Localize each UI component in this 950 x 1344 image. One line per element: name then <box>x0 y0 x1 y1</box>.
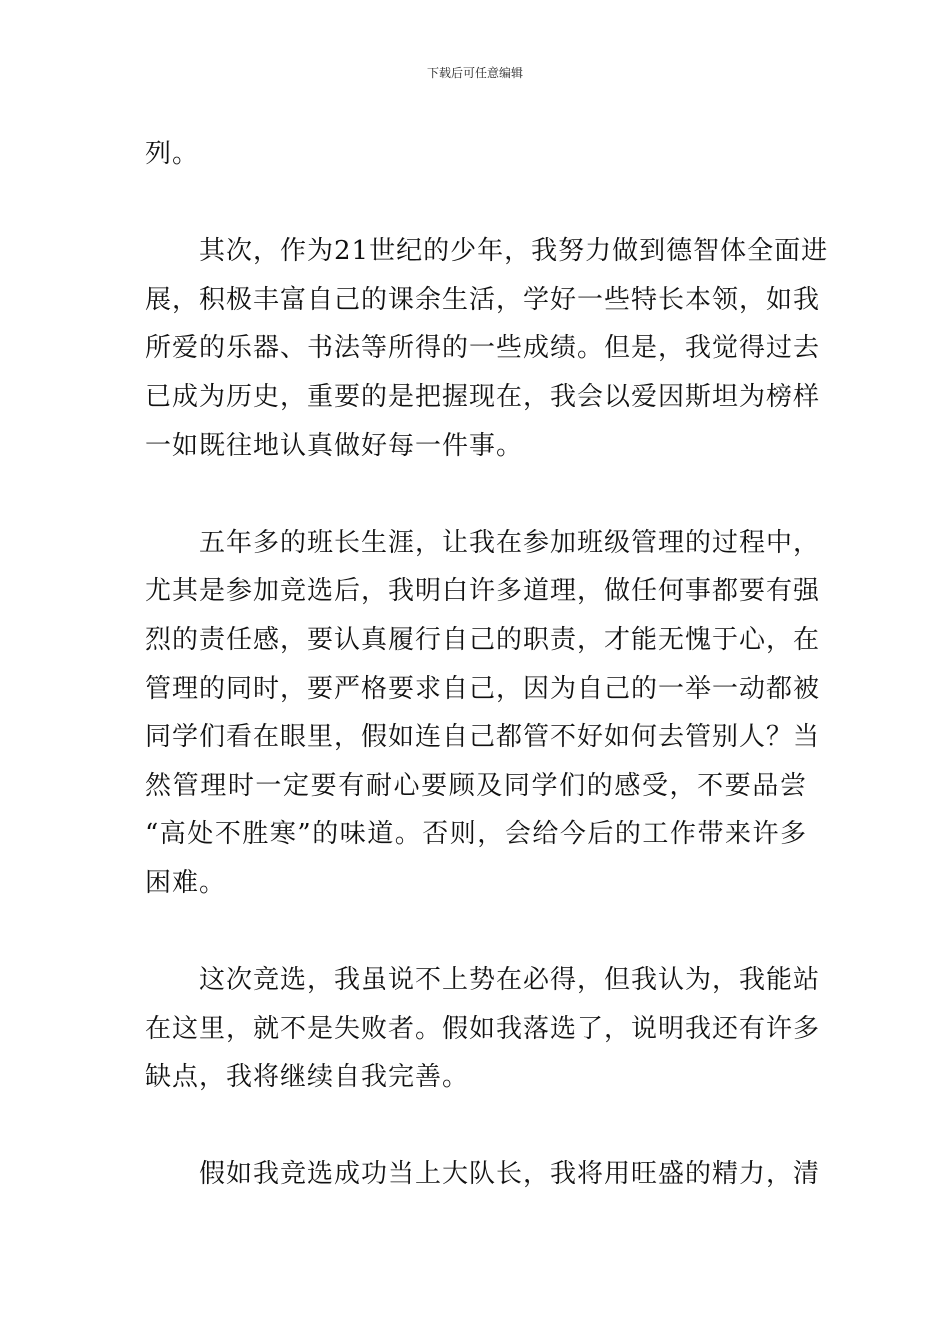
text-line: 已成为历史，重要的是把握现在，我会以爱因斯坦为榜样 <box>145 381 821 412</box>
text-line: 在这里，就不是失败者。假如我落选了，说明我还有许多 <box>145 1013 821 1044</box>
text-line: 然管理时一定要有耐心要顾及同学们的感受，不要品尝 <box>145 770 807 801</box>
paragraph-1 <box>145 130 807 179</box>
paragraph-5 <box>145 1150 821 1199</box>
header-note: 下载后可任意编辑 <box>426 66 523 80</box>
paragraph-gap <box>145 908 807 957</box>
text-line: “高处不胜寒”的味道。否则，会给今后的工作带来许多 <box>145 819 807 850</box>
paragraph-2 <box>145 227 829 470</box>
text-line: 缺点，我将继续自我完善。 <box>145 1062 470 1093</box>
text-line: 同学们看在眼里，假如连自己都管不好如何去管别人？当 <box>145 722 821 753</box>
text-line: 所爱的乐器、书法等所得的一些成绩。但是，我觉得过去 <box>145 333 821 364</box>
text-line: 五年多的班长生涯，让我在参加班级管理的过程中， <box>145 527 821 558</box>
text-line: 困难。 <box>145 867 227 898</box>
paragraph-gap <box>145 1102 807 1151</box>
document-body <box>145 130 829 1199</box>
text-line: 列。 <box>145 139 200 169</box>
text-line: 尤其是参加竞选后，我明白许多道理，做任何事都要有强 <box>145 576 821 607</box>
paragraph-gap <box>145 470 807 519</box>
paragraph-4 <box>145 956 821 1102</box>
text-line: 一如既往地认真做好每一件事。 <box>145 430 524 461</box>
text-line: 这次竞选，我虽说不上势在必得，但我认为，我能站 <box>145 965 821 996</box>
text-line: 假如我竞选成功当上大队长，我将用旺盛的精力，清 <box>145 1159 821 1190</box>
text-line: 展，积极丰富自己的课余生活，学好一些特长本领，如我 <box>145 284 821 315</box>
text-line: 其次，作为21世纪的少年，我努力做到德智体全面进 <box>145 236 829 267</box>
text-line: 烈的责任感，要认真履行自己的职责，才能无愧于心，在 <box>145 624 821 655</box>
paragraph-gap <box>145 179 807 228</box>
text-line: 管理的同时，要严格要求自己，因为自己的一举一动都被 <box>145 673 821 704</box>
paragraph-3 <box>145 519 821 908</box>
